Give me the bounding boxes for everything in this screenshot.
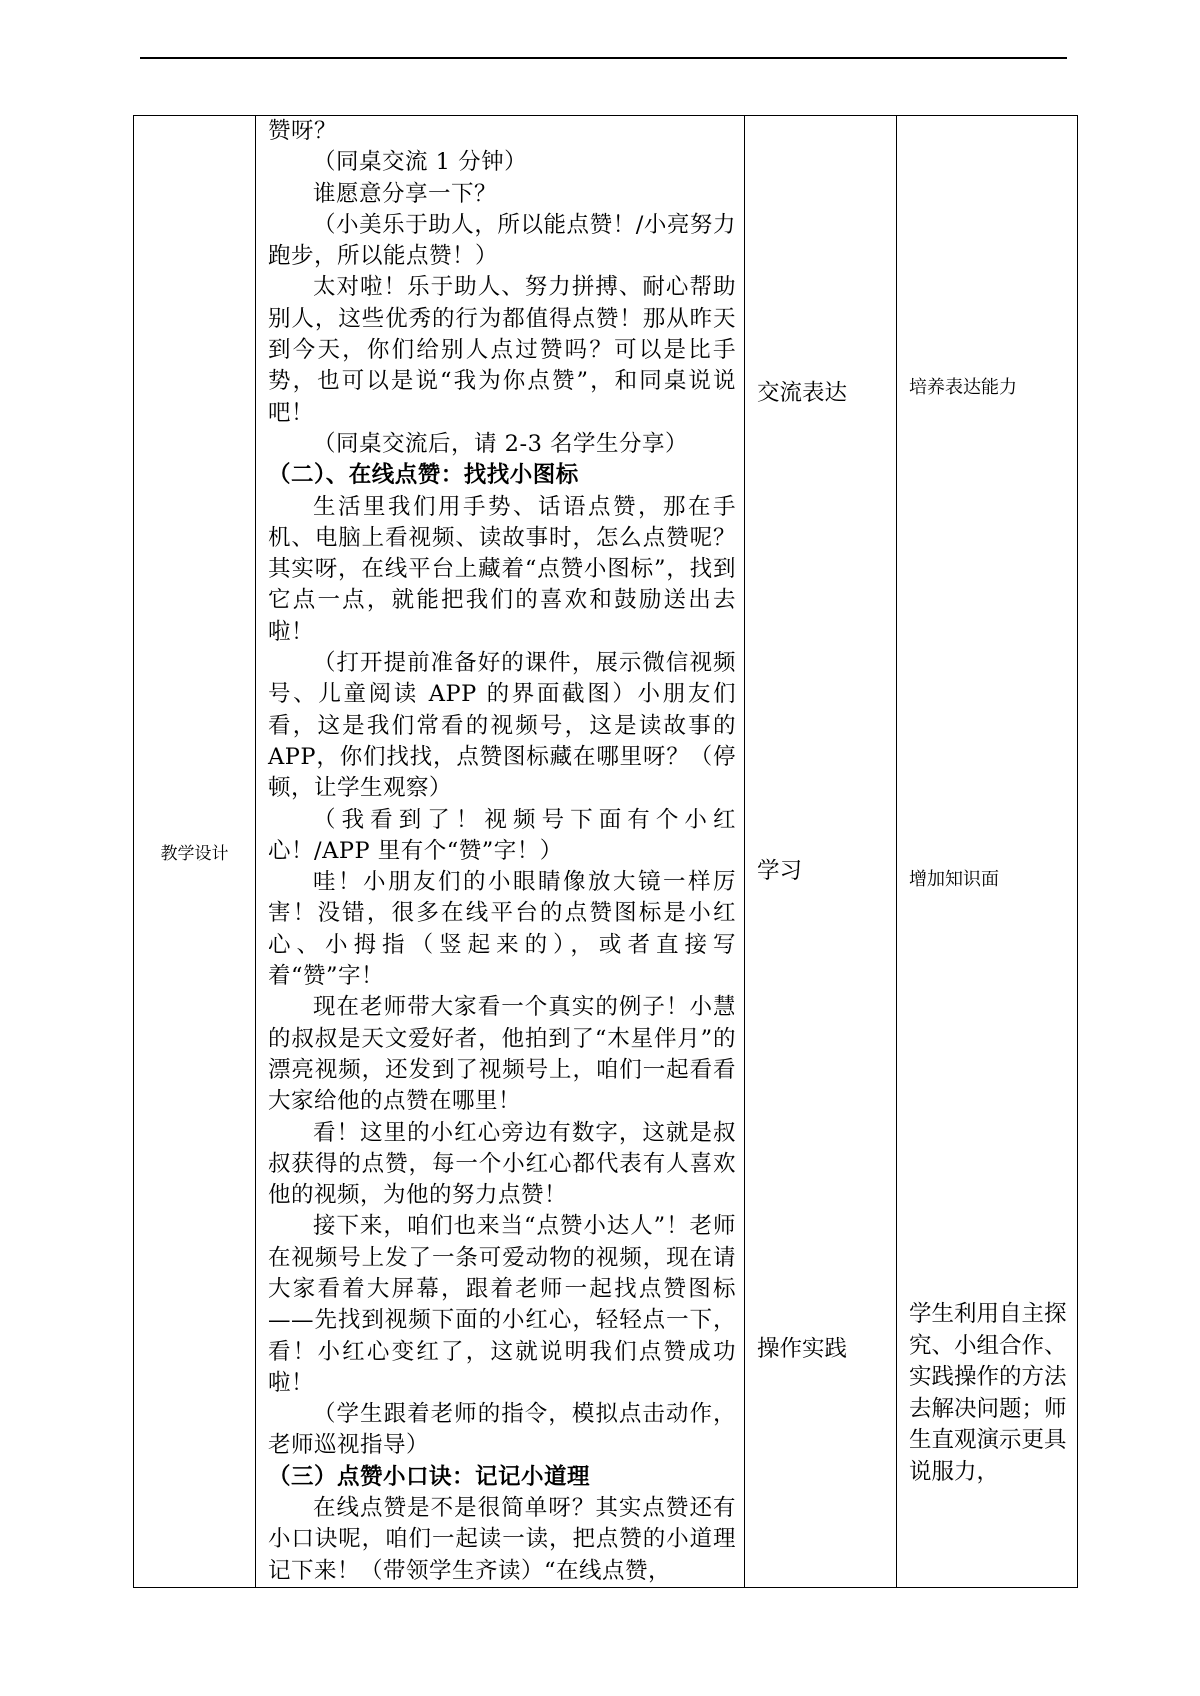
header-rule xyxy=(140,57,1067,59)
content-paragraph: 接下来，咱们也来当“点赞小达人”！老师在视频号上发了一条可爱动物的视频，现在请大家看着大屏幕，跟着老师一起找点赞图标——先找到视频下面的小红心，轻轻点一下，看！小红心变红了，这就说明我们点赞成功啦！ xyxy=(268,1213,736,1396)
content-paragraph: 赞呀？ xyxy=(268,118,338,144)
activity-learn: 学习 xyxy=(757,858,803,884)
intent-knowledge: 增加知识面 xyxy=(909,869,999,890)
content-paragraph: 生活里我们用手势、话语点赞，那在手机、电脑上看视频、读故事时，怎么点赞呢？其实呀，在线平台上藏着“点赞小图标”，找到它点一点，就能把我们的喜欢和鼓励送出去啦！ xyxy=(268,493,736,645)
content-paragraph: 谁愿意分享一下？ xyxy=(313,180,498,207)
activity-practice: 操作实践 xyxy=(757,1336,848,1362)
intent-method: 学生利用自主探究、小组合作、实践操作的方法去解决问题；师生直观演示更具说服力， xyxy=(909,1301,1067,1485)
activity-exchange: 交流表达 xyxy=(757,380,848,406)
row-label: 教学设计 xyxy=(160,843,229,864)
content-paragraph: 在线点赞是不是很简单呀？其实点赞还有小口诀呢，咱们一起读一读，把点赞的小道理记下来！（带领学生齐读）“在线点赞， xyxy=(268,1495,736,1584)
content-paragraph: （小美乐于助人，所以能点赞！/小亮努力跑步，所以能点赞！） xyxy=(268,211,736,270)
content-paragraph: （打开提前准备好的课件，展示微信视频号、儿童阅读 APP 的界面截图）小朋友们看，这是我们常看的视频号，这是读故事的 APP，你们找找，点赞图标藏在哪里呀？（停顿，让学生观察） xyxy=(268,650,736,802)
table-row xyxy=(134,116,1078,1588)
content-cell xyxy=(256,116,745,1588)
section-heading: （二）、在线点赞：找找小图标 xyxy=(268,462,579,489)
activity-cell xyxy=(745,116,897,1588)
content-paragraph: （学生跟着老师的指令，模拟点击动作，老师巡视指导） xyxy=(268,1401,736,1459)
content-paragraph: 哇！小朋友们的小眼睛像放大镜一样厉害！没错，很多在线平台的点赞图标是小红心、小拇指（竖起来的），或者直接写着“赞”字！ xyxy=(268,869,736,990)
row-label-cell xyxy=(134,116,256,1588)
intent-expression: 培养表达能力 xyxy=(909,377,1017,398)
content-paragraph: 现在老师带大家看一个真实的例子！小慧的叔叔是天文爱好者，他拍到了“木星伴月”的漂亮视频，还发到了视频号上，咱们一起看看大家给他的点赞在哪里！ xyxy=(268,994,736,1115)
content-paragraph: 看！这里的小红心旁边有数字，这就是叔叔获得的点赞，每一个小红心都代表有人喜欢他的视频，为他的努力点赞！ xyxy=(268,1119,736,1209)
content-paragraph: （同桌交流 1 分钟） xyxy=(313,149,528,176)
section-heading: （三）点赞小口诀：记记小道理 xyxy=(268,1463,591,1490)
content-paragraph: （同桌交流后，请 2-3 名学生分享） xyxy=(313,430,689,457)
content-paragraph: （我看到了！视频号下面有个小红心！/APP 里有个“赞”字！） xyxy=(268,806,736,864)
content-paragraph: 太对啦！乐于助人、努力拼搏、耐心帮助别人，这些优秀的行为都值得点赞！那从昨天到今天，你们给别人点过赞吗？可以是比手势，也可以是说“我为你点赞”，和同桌说说吧！ xyxy=(268,274,736,426)
lesson-plan-table xyxy=(133,115,1078,1588)
intent-cell xyxy=(897,116,1078,1588)
lesson-content xyxy=(256,116,744,1587)
